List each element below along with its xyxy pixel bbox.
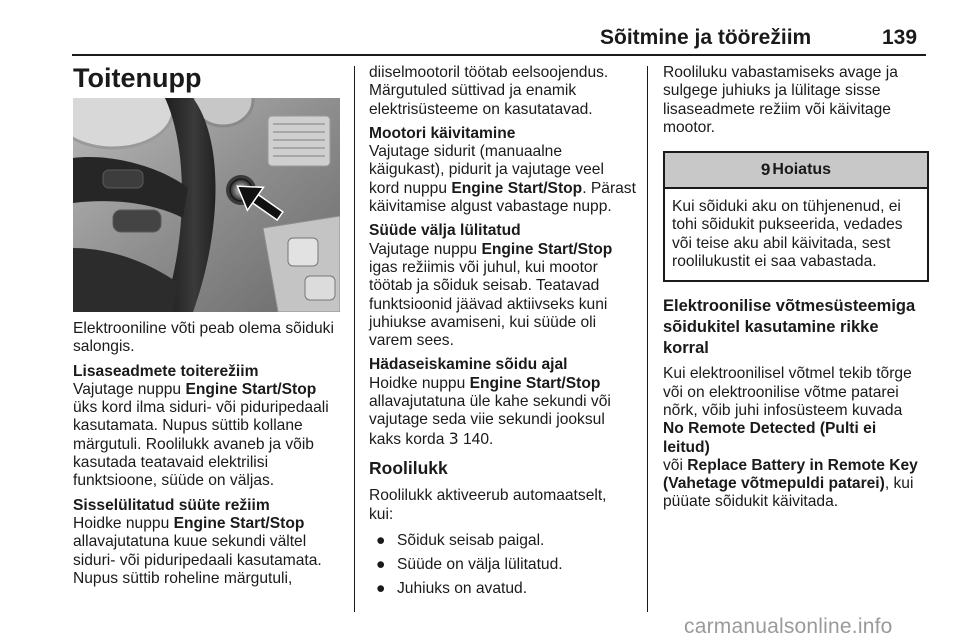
key-failure-heading: Elektroonilise võtmesüsteemiga sõidukitel kasutamine rikke korral bbox=[663, 297, 916, 358]
engine-start-heading: Mootori käivitamine bbox=[369, 124, 516, 142]
bullet-icon: ● bbox=[376, 556, 386, 574]
page-reference-icon: 3 bbox=[448, 429, 459, 448]
bullet-icon: ● bbox=[376, 580, 386, 598]
emergency-stop-text: Hoidke nuppu Engine Start/Stop allavajutatuna üle kahe sekundi või vajutage seda viie sekundi jooksul kaks korda 3 140. bbox=[369, 374, 611, 448]
warning-text: Kui sõiduki aku on tühjenenud, ei tohi sõidukit pukseerida, vedades või teise aku abil käivitada, sest roolilukustit ei saa vabastada. bbox=[672, 198, 903, 271]
ignition-off-heading: Süüde välja lülitatud bbox=[369, 222, 521, 240]
warning-title: Hoiatus bbox=[772, 161, 832, 179]
steering-lock-text: Roolilukk aktiveerub automaatselt, kui: bbox=[369, 487, 607, 523]
steering-unlock-text: Rooliluku vabastamiseks avage ja sulgege juhiuks ja lülitage sisse lisaseadmete režiim või käivitage mootor. bbox=[663, 64, 898, 136]
bullet-icon: ● bbox=[376, 531, 386, 549]
steering-wheel-start-button-photo bbox=[73, 98, 340, 312]
engine-start-text: Vajutage sidurit (manuaalne käigukast), pidurit ja vajutage veel kord nuppu Engine Start/Stop. Pärast käivitamise algust vabastage nupp. bbox=[369, 143, 636, 216]
figure-caption: Elektrooniline võti peab olema sõiduki salongis. bbox=[73, 320, 334, 356]
column-divider bbox=[354, 66, 355, 612]
list-item: ● Juhiuks on avatud. bbox=[376, 580, 528, 598]
warning-box bbox=[663, 151, 929, 282]
ignition-on-heading: Sisselülitatud süüte režiim bbox=[73, 496, 270, 514]
column-2 bbox=[369, 64, 641, 605]
emergency-stop-heading: Hädaseiskamine sõidu ajal bbox=[369, 356, 568, 374]
warning-icon: 9 bbox=[760, 160, 771, 180]
page-number: 139 bbox=[882, 26, 918, 49]
section-title: Toitenupp bbox=[73, 63, 202, 93]
key-failure-text: Kui elektroonilisel võtmel tekib tõrge või on elektroonilise võtme patarei nõrk, võib juhi infosüsteem kuvada No Remote Detected (Pulti ei leitud) või Replace Battery in Remote Key (Vahetage võtmepuldi patarei), kui püüate sõidukit käivitada. bbox=[663, 365, 918, 511]
warning-header bbox=[665, 153, 927, 189]
accessory-mode-text: Vajutage nuppu Engine Start/Stop üks kord ilma siduri- või piduripedaali kasutamata. Nupus süttib kollane märgutuli. Roolilukk avaneb ja võib kasutada teatavaid elektrilisi funktsioone, süüde on väljas. bbox=[73, 380, 329, 490]
watermark: carmanualsonline.info bbox=[684, 615, 893, 638]
ignition-on-text-continued: diiselmootoril töötab eelsoojendus. Märgutuled süttivad ja enamik elektrisüsteeme on kasutatavad. bbox=[369, 64, 609, 118]
list-item: ● Sõiduk seisab paigal. bbox=[376, 531, 545, 549]
running-title: Sõitmine ja töörežiim bbox=[600, 26, 812, 49]
steering-lock-conditions bbox=[369, 532, 641, 599]
header-rule bbox=[72, 54, 926, 56]
column-3 bbox=[663, 64, 927, 512]
ignition-on-text: Hoidke nuppu Engine Start/Stop allavajutatuna kuue sekundi vältel siduri- või piduripedaali kasutamata. Nupus süttib roheline märgutuli, bbox=[73, 514, 322, 587]
steering-lock-heading: Roolilukk bbox=[369, 457, 448, 478]
accessory-mode-heading: Lisaseadmete toiterežiim bbox=[73, 362, 259, 380]
list-item: ● Süüde on välja lülitatud. bbox=[376, 556, 563, 574]
column-1 bbox=[73, 320, 345, 588]
column-divider bbox=[647, 66, 648, 612]
ignition-off-text: Vajutage nuppu Engine Start/Stop igas režiimis või juhul, kui mootor töötab ja sõiduk seisab. Teatavad funktsioonid jäävad aktiivseks kuni juhiukse avamiseni, kui süüde oli varem sees. bbox=[369, 240, 613, 350]
